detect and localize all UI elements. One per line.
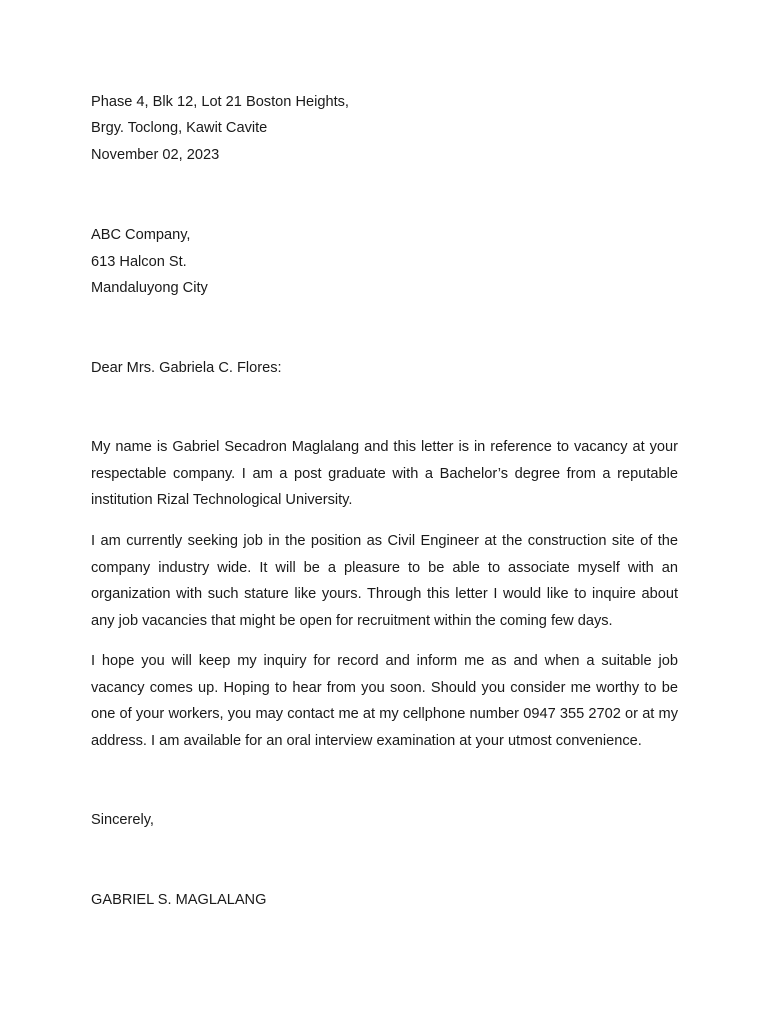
sender-address-line2: Brgy. Toclong, Kawit Cavite (91, 120, 268, 136)
letter-date: November 02, 2023 (91, 147, 220, 163)
sender-address-line1: Phase 4, Blk 12, Lot 21 Boston Heights, (91, 94, 349, 110)
closing: Sincerely, (91, 812, 154, 828)
body-paragraph-2: I am currently seeking job in the position as Civil Engineer at the construction site of the company industry wide. It will be a pleasure to be able to associate myself with an organization with such stature like yours. Through this letter I would like to inquire about any job vacancies that might be open for recruitment within the coming few days. (91, 533, 678, 629)
body-paragraph-1: My name is Gabriel Secadron Maglalang and this letter is in reference to vacancy at your respectable company. I am a post graduate with a Bachelor’s degree from a reputable institution Rizal Technological University. (91, 439, 678, 508)
recipient-company: ABC Company, (91, 227, 191, 243)
recipient-street: 613 Halcon St. (91, 254, 187, 270)
signature-name: GABRIEL S. MAGLALANG (91, 892, 267, 908)
body-paragraph-3: I hope you will keep my inquiry for record and inform me as and when a suitable job vacancy comes up. Hoping to hear from you soon. Should you consider me worthy to be one of your workers, you may contact me at my cellphone number 0947 355 2702 or at my address. I am available for an oral interview examination at your utmost convenience. (91, 653, 678, 749)
recipient-city: Mandaluyong City (91, 280, 208, 296)
salutation: Dear Mrs. Gabriela C. Flores: (91, 360, 282, 376)
